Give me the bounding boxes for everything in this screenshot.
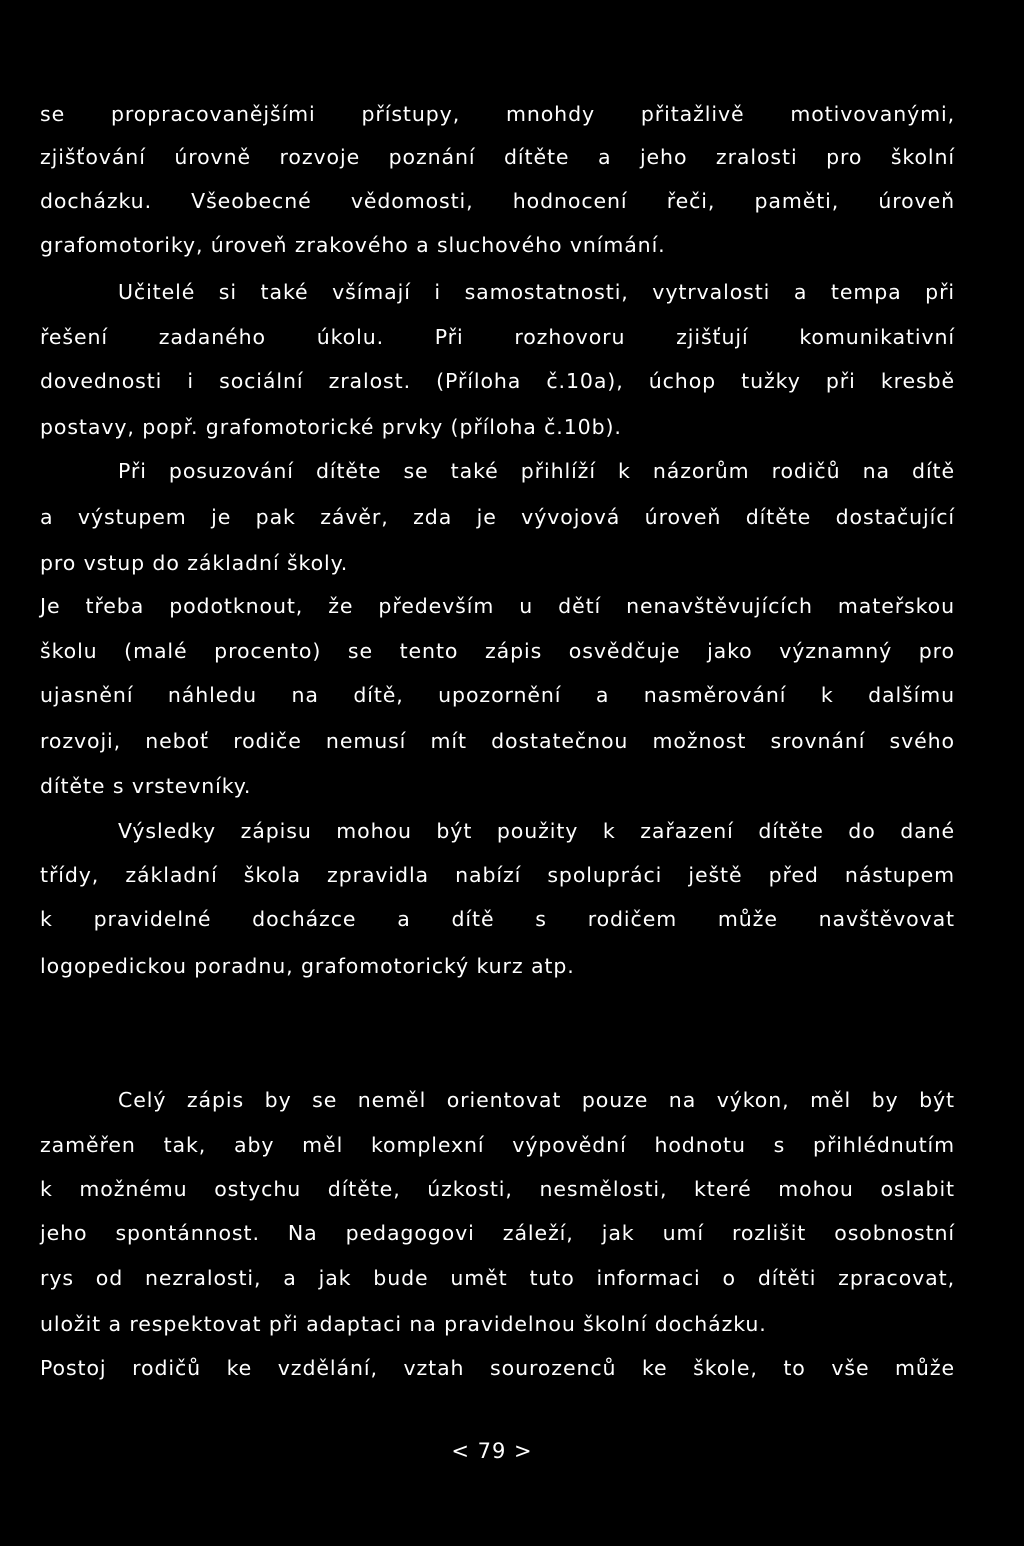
- text-line: řešení zadaného úkolu. Při rozhovoru zjišťují komunikativní: [40, 325, 955, 349]
- text-line: jeho spontánnost. Na pedagogovi záleží, jak umí rozlišit osobnostní: [40, 1221, 955, 1245]
- text-line: rys od nezralosti, a jak bude umět tuto informaci o dítěti zpracovat,: [40, 1266, 955, 1290]
- text-line: ujasnění náhledu na dítě, upozornění a nasměrování k dalšímu: [40, 683, 955, 707]
- text-line: k pravidelné docházce a dítě s rodičem může navštěvovat: [40, 907, 955, 931]
- text-line: Výsledky zápisu mohou být použity k zařazení dítěte do dané: [118, 819, 955, 843]
- text-line: Při posuzování dítěte se také přihlíží k názorům rodičů na dítě: [118, 459, 955, 483]
- text-line: třídy, základní škola zpravidla nabízí spolupráci ještě před nástupem: [40, 863, 955, 887]
- text-line: Je třeba podotknout, že především u dětí nenavštěvujících mateřskou: [40, 594, 955, 618]
- text-line: logopedickou poradnu, grafomotorický kurz atp.: [40, 954, 575, 978]
- text-line: Učitelé si také všímají i samostatnosti, vytrvalosti a tempa při: [118, 280, 955, 304]
- text-line: zjišťování úrovně rozvoje poznání dítěte a jeho zralosti pro školní: [40, 145, 955, 169]
- page-number: < 79 >: [451, 1439, 533, 1463]
- text-line: grafomotoriky, úroveň zrakového a sluchového vnímání.: [40, 233, 666, 257]
- text-line: dítěte s vrstevníky.: [40, 774, 252, 798]
- text-line: Celý zápis by se neměl orientovat pouze na výkon, měl by být: [118, 1088, 955, 1112]
- text-line: školu (malé procento) se tento zápis osvědčuje jako významný pro: [40, 639, 955, 663]
- text-line: postavy, popř. grafomotorické prvky (příloha č.10b).: [40, 415, 622, 439]
- text-line: a výstupem je pak závěr, zda je vývojová úroveň dítěte dostačující: [40, 505, 955, 529]
- text-line: docházku. Všeobecné vědomosti, hodnocení řeči, paměti, úroveň: [40, 189, 955, 213]
- text-line: k možnému ostychu dítěte, úzkosti, nesmělosti, které mohou oslabit: [40, 1177, 955, 1201]
- text-line: se propracovanějšími přístupy, mnohdy přitažlivě motivovanými,: [40, 102, 955, 126]
- text-line: rozvoji, neboť rodiče nemusí mít dostatečnou možnost srovnání svého: [40, 729, 955, 753]
- text-line: zaměřen tak, aby měl komplexní výpovědní hodnotu s přihlédnutím: [40, 1133, 955, 1157]
- text-line: Postoj rodičů ke vzdělání, vztah sourozenců ke škole, to vše může: [40, 1356, 955, 1380]
- text-line: uložit a respektovat při adaptaci na pravidelnou školní docházku.: [40, 1312, 767, 1336]
- text-line: pro vstup do základní školy.: [40, 551, 349, 575]
- text-line: dovednosti i sociální zralost. (Příloha č.10a), úchop tužky při kresbě: [40, 369, 955, 393]
